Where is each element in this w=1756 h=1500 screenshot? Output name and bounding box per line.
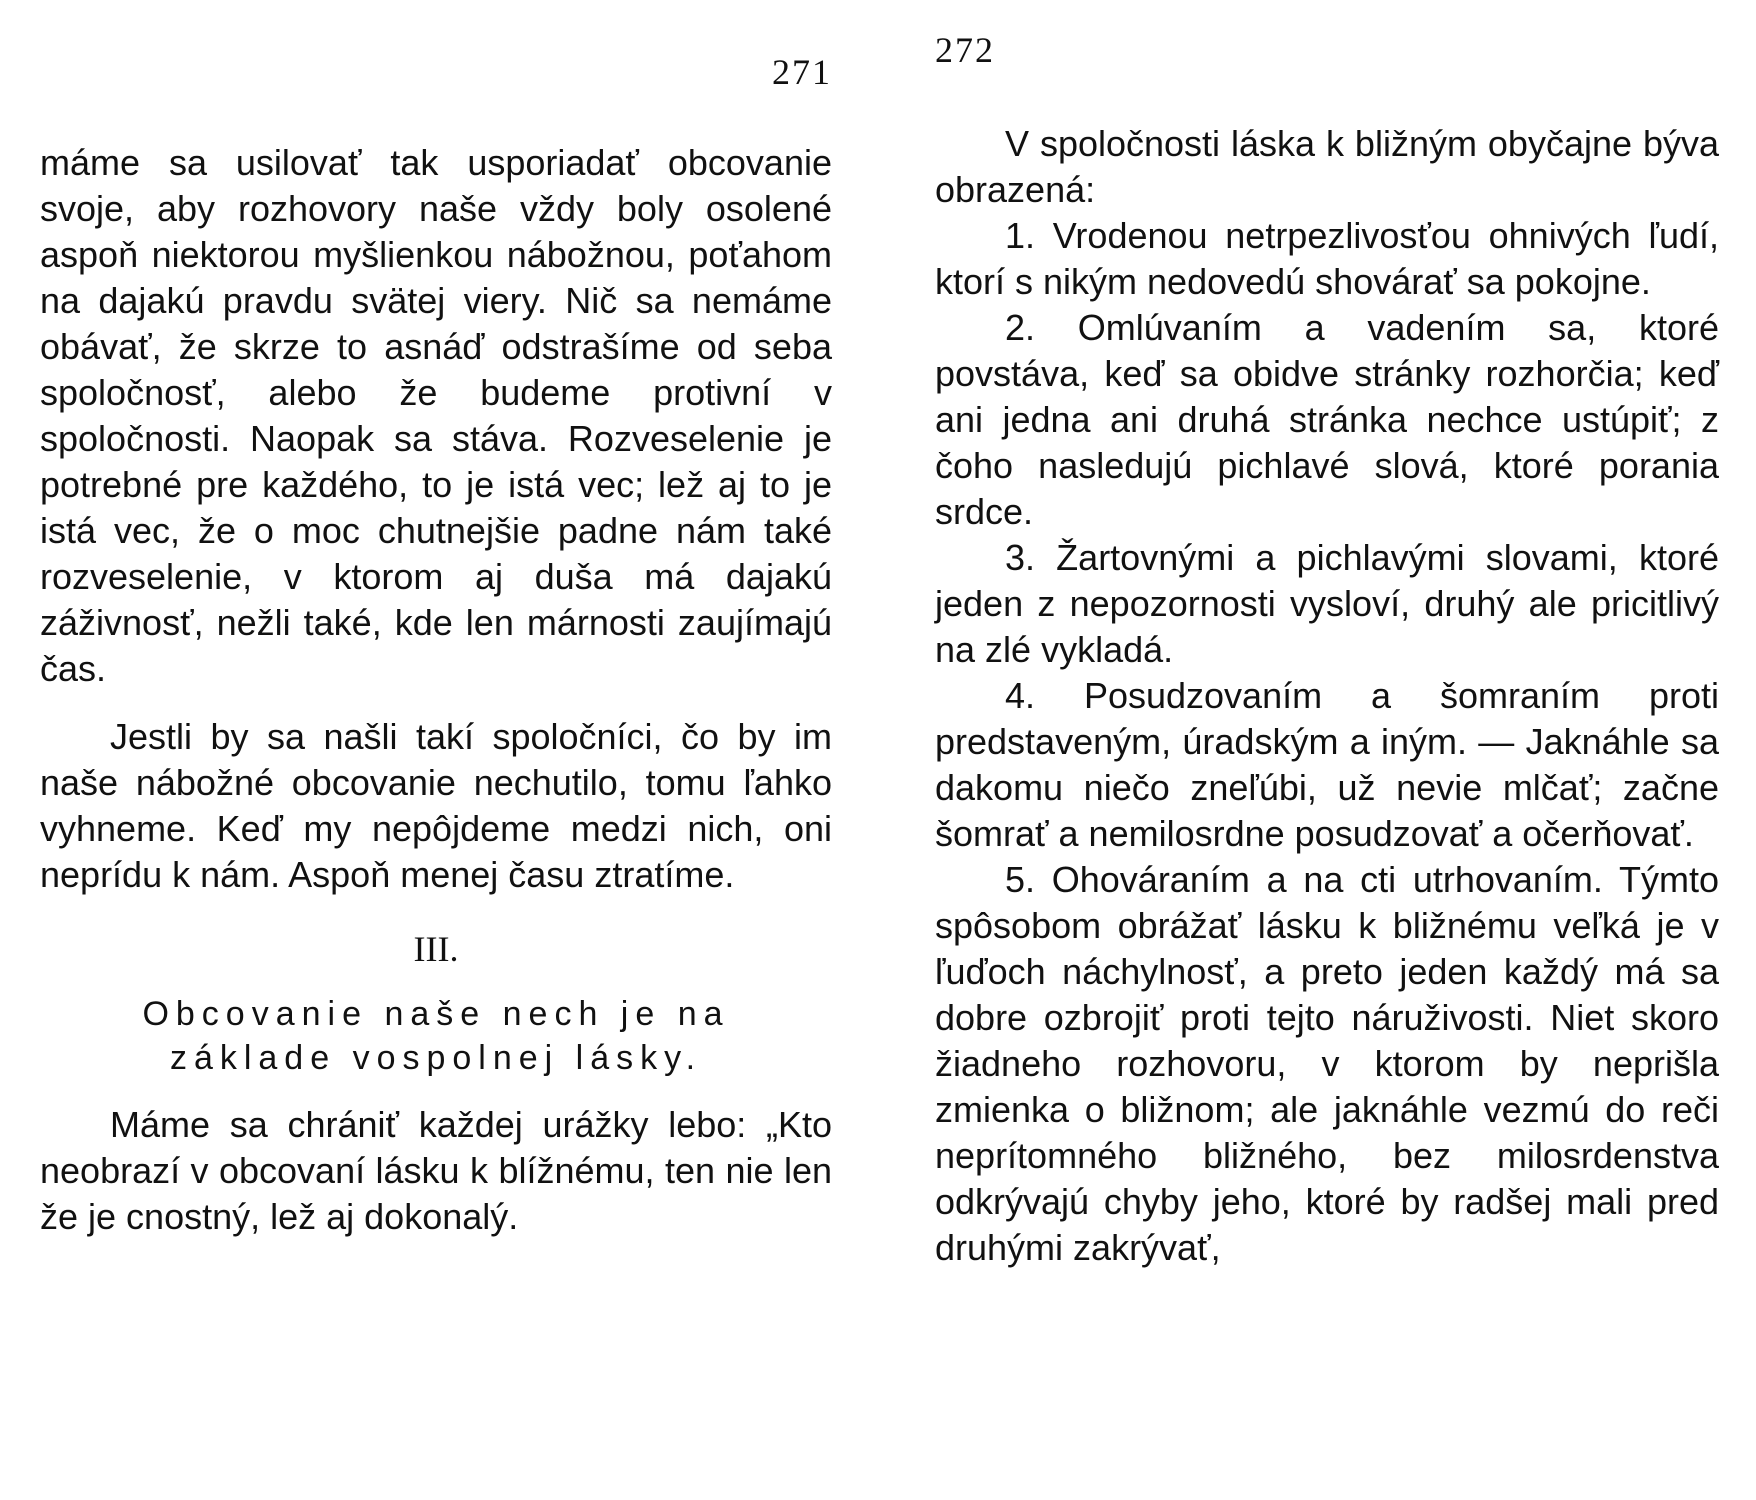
list-item: 3. Žartovnými a pichlavými slovami, ktoré jeden z nepozornosti vysloví, druhý ale pricitlivý na zlé vykladá. <box>935 537 1719 670</box>
list-item: 5. Ohováraním a na cti utrhovaním. Týmto spôsobom obrážať lásku k bližnému veľká je v ľuďoch náchylnosť, a preto jeden každý má sa dobre ozbrojiť proti tejto náruživosti. Niet skoro žiadneho rozhovoru, v ktorom by neprišla zmienka o bližnom; ale jaknáhle vezmú do reči neprítomného bližného, bez milosrdenstva odkrývajú chyby jeho, ktoré by radšej mali pred druhými zakrývať, <box>935 859 1719 1268</box>
section-number: III. <box>413 929 459 969</box>
paragraph: V spoločnosti láska k bližným obyčajne býva obrazená: <box>935 123 1719 210</box>
paragraph: Jestli by sa našli takí spoločníci, čo by im naše nábožné obcovanie nechutilo, tomu ľahko vyhneme. Keď my nepôjdeme medzi nich, oni neprídu k nám. Aspoň menej času ztratíme. <box>40 716 832 895</box>
paragraph: máme sa usilovať tak usporiadať obcovanie svoje, aby rozhovory naše vždy boly osolené aspoň niektorou myšlienkou nábožnou, poťahom na dajakú pravdu svätej viery. Nič sa nemáme obávať, že skrze to asnáď odstrašíme od seba spoločnosť, alebo že budeme protivní v spoločnosti. Naopak sa stáva. Rozveselenie je potrebné pre každého, to je istá vec; lež aj to je istá vec, že o moc chutnejšie padne nám také rozveselenie, v ktorom aj duša má dajakú záživnosť, nežli také, kde len márnosti zaujímajú čas. <box>40 142 832 689</box>
list-item: 4. Posudzovaním a šomraním proti predstaveným, úradským a iným. — Jaknáhle sa dakomu niečo zneľúbi, už nevie mlčať; začne šomrať a nemilosrdne posudzovať a očerňovať. <box>935 675 1719 854</box>
list-item: 2. Omlúvaním a vadením sa, ktoré povstáva, keď sa obidve stránky rozhorčia; keď ani jedna ani druhá stránka nechce ustúpiť; z čoho nasledujú pichlavé slová, ktoré porania srdce. <box>935 307 1719 532</box>
section-title-line: základe vospolnej lásky. <box>169 1039 703 1077</box>
list-item: 1. Vrodenou netrpezlivosťou ohnivých ľudí, ktorí s nikým nedovedú shovárať sa pokojne. <box>935 215 1719 302</box>
page-body <box>935 121 1719 1271</box>
paragraph: Máme sa chrániť každej urážky lebo: „Kto neobrazí v obcovaní lásku k blížnému, ten nie len že je cnostný, lež aj dokonalý. <box>40 1104 832 1237</box>
page-body <box>40 140 832 1240</box>
page-number: 272 <box>935 30 995 70</box>
section-title <box>40 992 832 1080</box>
section-title-line: Obcovanie naše nech je na <box>142 995 730 1033</box>
page-number: 271 <box>772 52 832 92</box>
